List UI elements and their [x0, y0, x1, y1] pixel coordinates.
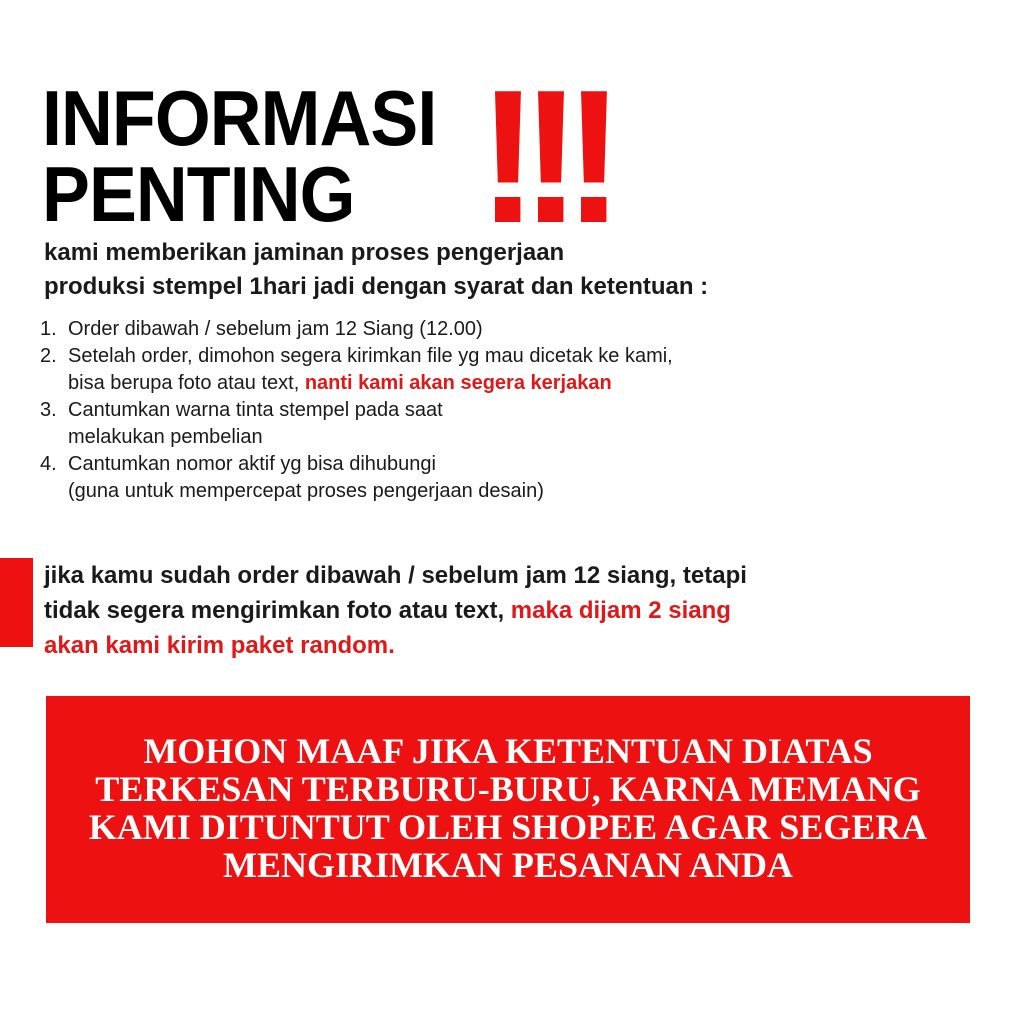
intro-line-2: produksi stempel 1hari jadi dengan syarat dan ketentuan : — [44, 273, 709, 300]
exclamation-marks: !!! — [478, 51, 608, 263]
banner-line-1: MOHON MAAF JIKA KETENTUAN DIATAS — [143, 730, 873, 771]
rule-text-continued — [68, 370, 673, 397]
rule-text-plain: bisa berupa foto atau text, — [68, 372, 305, 394]
rule-text: Cantumkan nomor aktif yg bisa dihubungi — [68, 453, 436, 475]
notice-line-2-highlight: maka dijam 2 siang — [510, 597, 731, 624]
title-line-1: INFORMASI — [42, 74, 437, 162]
banner-line-3: KAMI DITUNTUT OLEH SHOPEE AGAR SEGERA — [88, 806, 928, 847]
title-line-2: PENTING — [42, 150, 355, 238]
rule-text: Cantumkan warna tinta stempel pada saat — [68, 399, 443, 421]
banner-line-4: MENGIRIMKAN PESANAN ANDA — [222, 844, 793, 885]
rule-text-continued: melakukan pembelian — [68, 426, 263, 448]
rule-text: Order dibawah / sebelum jam 12 Siang (12.00) — [68, 318, 483, 340]
rule-number: 1. — [40, 318, 57, 340]
page-title — [42, 74, 437, 238]
rule-item — [40, 451, 673, 505]
notice-line-3-highlight: akan kami kirim paket random. — [44, 632, 395, 659]
red-side-accent — [0, 558, 33, 647]
rule-item — [40, 397, 673, 451]
rule-text: Setelah order, dimohon segera kirimkan file yg mau dicetak ke kami, — [68, 345, 673, 367]
intro-text — [44, 236, 708, 304]
banner-text — [89, 732, 928, 884]
rule-item — [40, 343, 673, 397]
rule-text-highlight: nanti kami akan segera kerjakan — [304, 372, 612, 394]
rule-number: 3. — [40, 399, 57, 421]
notice-line-2 — [44, 593, 747, 628]
rule-text-continued: (guna untuk mempercepat proses pengerjaan desain) — [68, 480, 544, 502]
rule-item — [40, 316, 673, 343]
notice-line-1: jika kamu sudah order dibawah / sebelum jam 12 siang, tetapi — [44, 562, 747, 589]
rule-number: 2. — [40, 345, 57, 367]
notice-text — [44, 558, 747, 663]
rules-list — [40, 316, 673, 505]
banner-line-2: TERKESAN TERBURU-BURU, KARNA MEMANG — [95, 768, 921, 809]
rule-number: 4. — [40, 453, 57, 475]
intro-line-1: kami memberikan jaminan proses pengerjaan — [44, 239, 565, 266]
apology-banner — [46, 696, 970, 923]
notice-line-2-plain: tidak segera mengirimkan foto atau text, — [44, 597, 511, 624]
